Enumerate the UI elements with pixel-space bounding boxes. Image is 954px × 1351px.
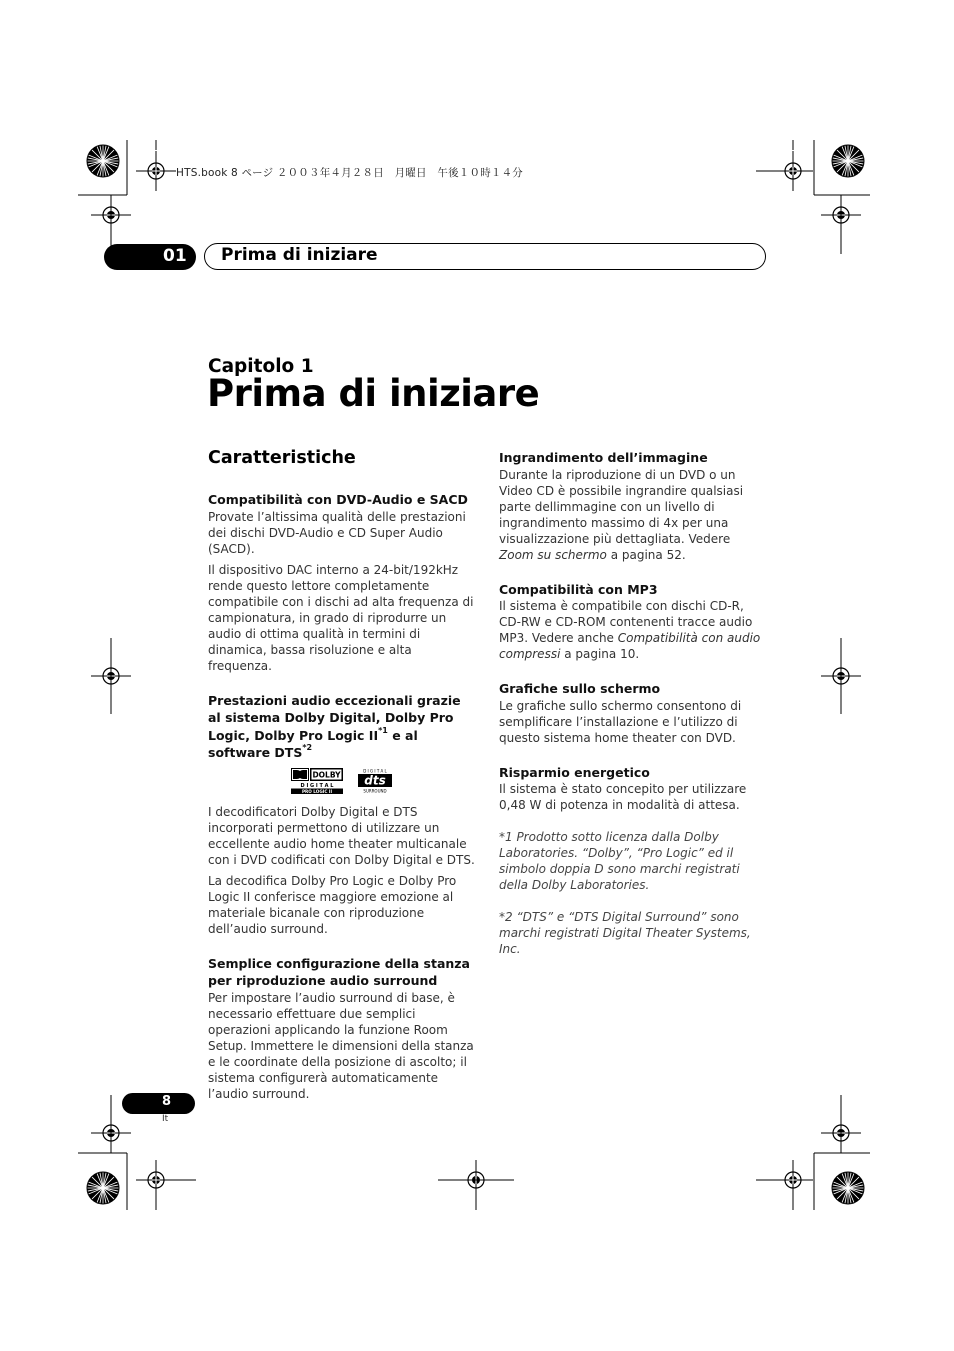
footnote-2: *2 “DTS” e “DTS Digital Surround” sono marchi registrati Digital Theater Systems, Inc. [499,910,751,956]
svg-text:DOLBY: DOLBY [312,770,341,780]
page-number: 8 [162,1094,172,1109]
feature-text: I decodificatori Dolby Digital e DTS incorporati permettono di utilizzare un eccellente audio home theater multicanale con i DVD codificati con Dolby Digital e DTS. [208,804,475,867]
chapter-header-title: Prima di iniziare [221,245,378,265]
feature-text: Per impostare l’audio surround di base, è necessario effettuare due semplici operazioni applicando la funzione Room Setup. Immettere le dimensioni della stanza e le coordinate della posizione di ascolto; il sistema configurerà automaticamente l’audio surround. [208,990,474,1101]
print-info: HTS.book 8 ページ ２００３年４月２８日 月曜日 午後１０時１４分 [176,167,523,179]
dolby-digital-pro-logic-ii-logo [291,768,343,794]
feature-text: Il dispositivo DAC interno a 24-bit/192kHz rende questo lettore completamente compatibile con i dischi ad alta frequenza di campionatura, in grado di riprodurre un audio di ottima qualità in termini di dinamica, bassa risoluzione e alta frequenza. [208,562,474,673]
svg-text:dts: dts [364,773,386,787]
svg-text:D I G I T A L: D I G I T A L [363,768,387,773]
chapter-title: Prima di iniziare [207,372,540,415]
feature-heading-dvd-audio: Compatibilità con DVD-Audio e SACD [208,492,468,507]
footnote-ref: *1 [378,725,388,735]
logo-row [208,768,476,794]
left-column [208,491,476,1102]
section-title: Caratteristiche [208,448,356,468]
page-number-pill [122,1093,195,1114]
chapter-number: 01 [163,246,187,266]
cross-reference: Zoom su schermo [499,547,607,562]
feature-text: Le grafiche sullo schermo consentono di semplificare l’installazione e l’utilizzo di questo sistema home theater con DVD. [499,698,742,745]
footnote-1: *1 Prodotto sotto licenza dalla Dolby Laboratories. “Dolby”, “Pro Logic” ed il simbolo doppia D sono marchi registrati della Dolby Laboratories. [499,830,740,892]
page-language: It [162,1114,169,1124]
svg-text:PRO LOGIC II: PRO LOGIC II [301,788,333,794]
footnote-ref: *2 [302,743,313,752]
feature-heading-zoom: Ingrandimento dell’immagine [499,450,708,465]
feature-heading-osd: Grafiche sullo schermo [499,681,661,696]
feature-heading-dolby-dts: Prestazioni audio eccezionali grazie al sistema Dolby Digital, Dolby Pro Logic, Dolby Pro Logic II$^{*1}$ e al software DTS$^{*2}$ [208,692,461,760]
right-column [499,449,767,957]
dts-digital-surround-logo [357,768,393,794]
feature-text: Durante la riproduzione di un DVD o un Video CD è possibile ingrandire qualsiasi parte dellimmagine con un livello di ingrandimento massimo di 4x per una visualizzazione più dettagliata. Vedere Zoom su schermo a pagina 52. [499,467,744,562]
feature-text: La decodifica Dolby Pro Logic e Dolby Pro Logic II conferisce maggiore emozione al materiale bicanale con riproduzione dell’audio surround. [208,873,457,936]
feature-heading-room-setup: Semplice configurazione della stanza per riproduzione audio surround [208,955,470,988]
feature-text: Provate l’altissima qualità delle prestazioni dei dischi DVD-Audio e CD Super Audio (SACD). [208,509,466,556]
feature-text: Il sistema è compatibile con dischi CD-R, CD-RW e CD-ROM contenenti tracce audio MP3. Vedere anche Compatibilità con audio compressi a pagina 10. [499,599,761,661]
feature-text: Il sistema è stato concepito per utilizzare 0,48 W di potenza in modalità di attesa. [499,782,747,812]
feature-heading-energy: Risparmio energetico [499,764,650,780]
svg-text:D I G I T A L: D I G I T A L [300,782,334,789]
svg-text:SURROUND: SURROUND [363,788,387,793]
feature-heading-mp3: Compatibilità con MP3 [499,581,658,597]
chapter-label: Capitolo 1 [208,356,314,377]
cross-reference: Compatibilità con audio compressi [499,631,761,661]
